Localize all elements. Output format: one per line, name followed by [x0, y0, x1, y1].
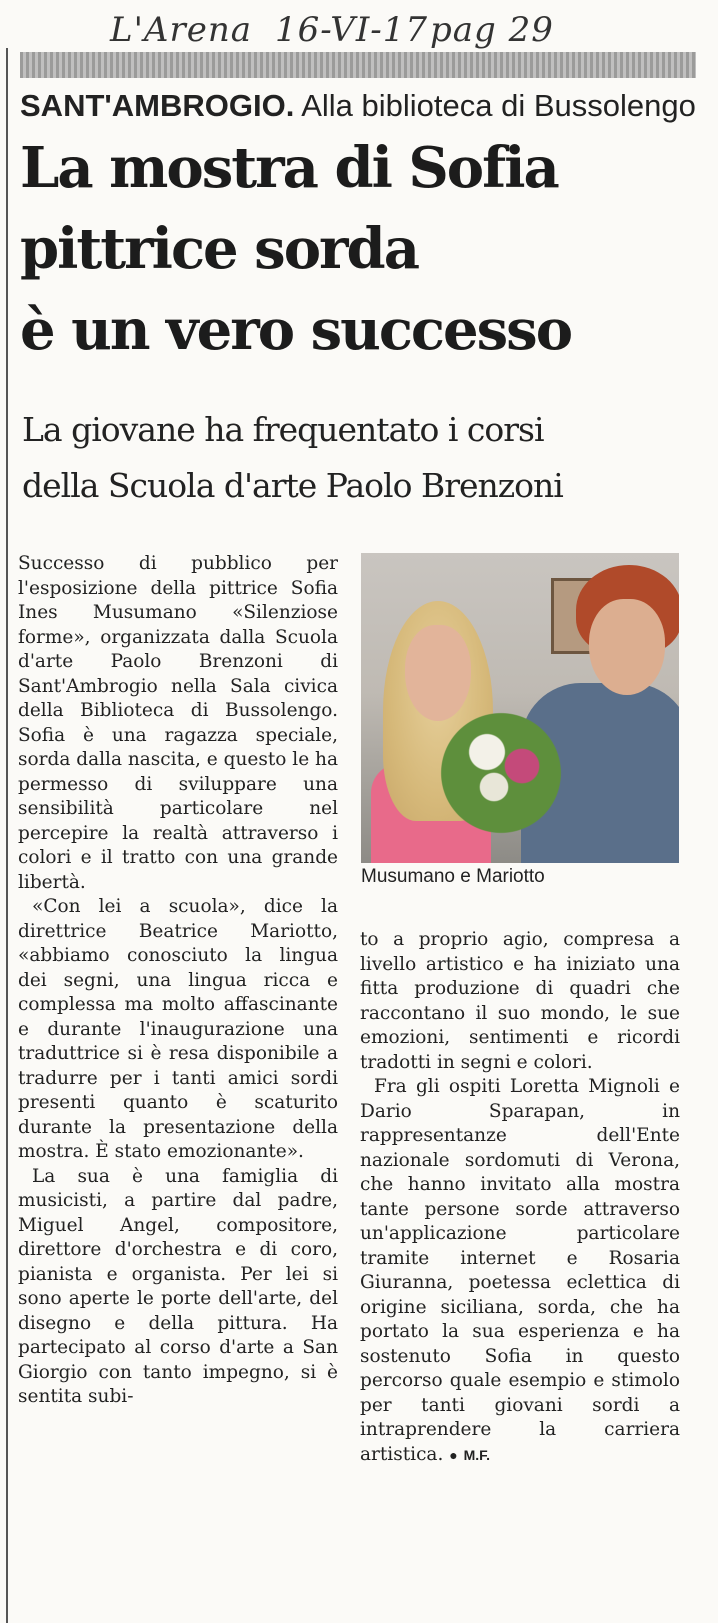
body-paragraph: «Con lei a scuola», dice la direttrice Beatrice Mariotto, «abbiamo conosciuto la lingua dei segni, una lingua ricca e complessa ma molto affascinante e durante l'inaugurazione una traduttrice si è resa disponibile a tradurre per i tanti amici sordi presenti quanto è scaturito durante la presentazione della mostra. È stato emozionante».	[18, 896, 338, 1162]
margin-line	[6, 48, 8, 1623]
author-signature: M.F.	[463, 1446, 491, 1463]
headline-line: pittrice sorda	[20, 216, 418, 282]
body-paragraph-text: Fra gli ospiti Loretta Mignoli e Dario Sparapan, in rappresentanze dell'Ente nazionale sordomuti di Verona, che hanno invitato alla mostra tante persone sorde attraverso un'applicazione particolare tramite internet e Rosaria Giuranna, poetessa eclettica di origine siciliana, sorda, che ha portato la sua esperienza e ha sostenuto Sofia in questo percorso quale esempio e stimolo per tanti giovani sordi a intraprendere la carriera artistica.	[360, 1076, 680, 1465]
handwritten-date: 16-VI-17	[275, 10, 429, 50]
kicker	[20, 88, 710, 124]
signature-bullet-icon: ●	[449, 1446, 458, 1463]
body-paragraph: La sua è una famiglia di musicisti, a partire dal padre, Miguel Angel, compositore, direttore d'orchestra e di coro, pianista e organista. Per lei si sono aperte le porte dell'arte, del disegno e della pittura. Ha partecipato al corso d'arte a San Giorgio con tanto impegno, si è sentita subi-	[18, 1165, 338, 1407]
headline-line: è un vero successo	[20, 297, 572, 363]
article-photo	[361, 553, 679, 863]
subheadline-line: della Scuola d'arte Paolo Brenzoni	[22, 466, 563, 505]
body-column-left	[18, 552, 338, 1410]
body-column-right	[360, 928, 680, 1467]
body-paragraph	[360, 1075, 680, 1467]
bouquet	[431, 703, 571, 843]
person-right-face	[589, 599, 665, 695]
subheadline-line: La giovane ha frequentato i corsi	[22, 410, 544, 449]
handwritten-page: pag 29	[430, 10, 554, 50]
photo-caption: Musumano e Mariotto	[361, 866, 545, 887]
handwritten-source: L'Arena	[110, 10, 253, 50]
body-paragraph: Successo di pubblico per l'esposizione della pittrice Sofia Ines Musumano «Silenziose forme», organizzata dalla Scuola d'arte Paolo Brenzoni di Sant'Ambrogio nella Sala civica della Biblioteca di Bussolengo. Sofia è una ragazza speciale, sorda dalla nascita, e questo le ha permesso di sviluppare una sensibilità particolare nel percepire la realtà attraverso i colori e il tratto con una grande libertà.	[18, 553, 338, 893]
headline-line: La mostra di Sofia	[20, 135, 558, 201]
headline	[20, 128, 700, 371]
kicker-text: Alla biblioteca di Bussolengo	[301, 88, 696, 123]
body-paragraph: to a proprio agio, compresa a livello artistico e ha iniziato una fitta produzione di quadri che raccontano il suo mondo, le sue emozioni, sentimenti e ricordi tradotti in segni e colori.	[360, 929, 680, 1073]
top-rule	[20, 52, 696, 78]
subheadline	[22, 402, 702, 514]
kicker-location: SANT'AMBROGIO.	[20, 88, 295, 123]
